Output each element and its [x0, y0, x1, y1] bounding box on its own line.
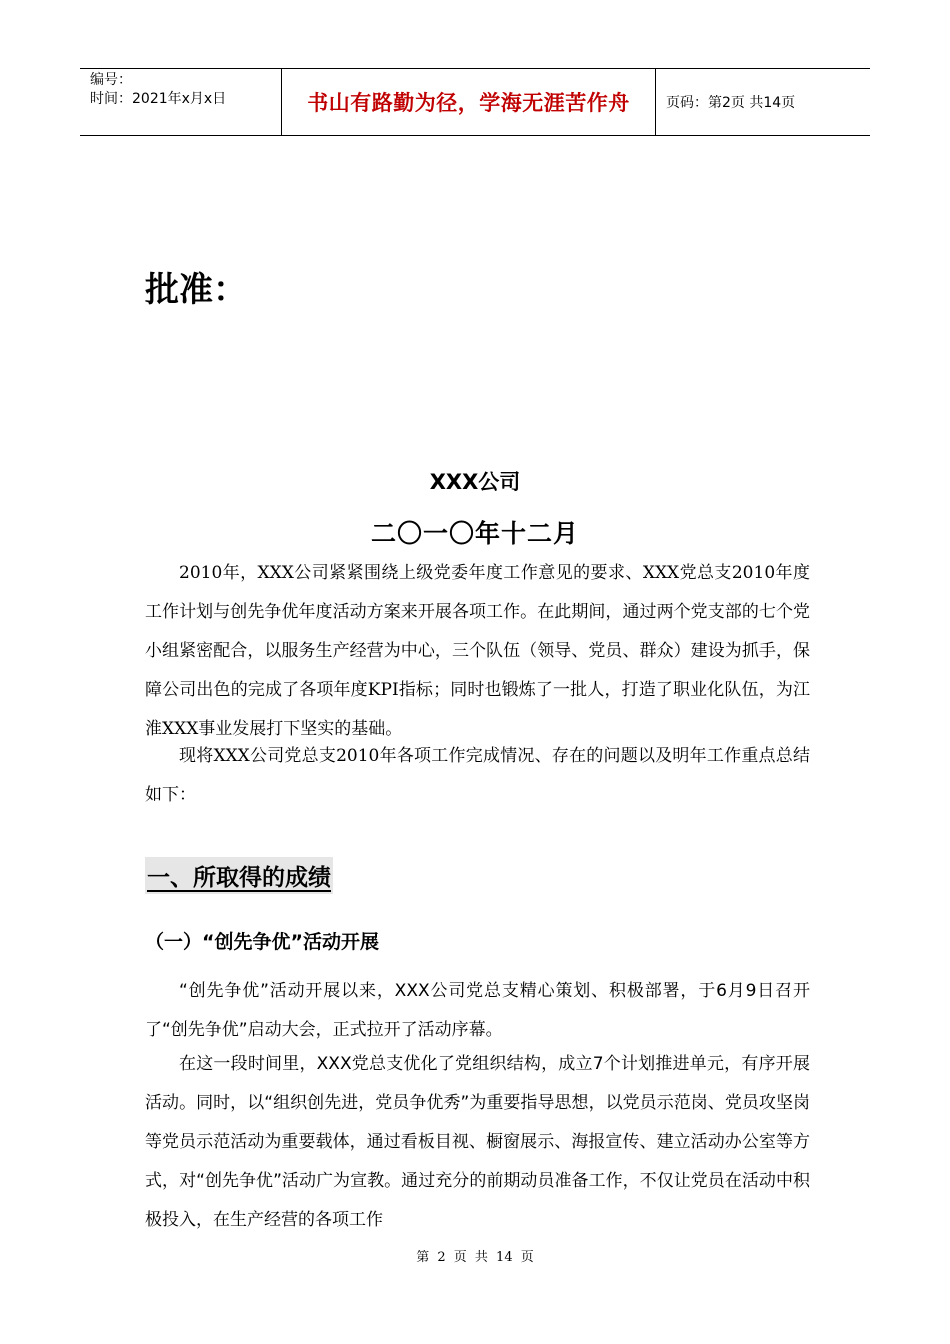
- section-heading: 一、所取得的成绩: [145, 857, 333, 894]
- company-name: XXX公司: [429, 470, 521, 494]
- intro-paragraph: 现将XXX公司党总支2010年各项工作完成情况、存在的问题以及明年工作重点总结如下：: [145, 746, 810, 805]
- approve-label: 批准：: [145, 270, 247, 310]
- body-paragraph: 在这一段时间里，XXX党总支优化了党组织结构，成立7个计划推进单元，有序开展活动。同时，以“组织创先进，党员争优秀”为重要指导思想，以党员示范岗、党员攻坚岗等党员示范活动为重要载体，通过看板目视、橱窗展示、海报宣传、建立活动办公室等方式，对“创先争优”活动广为宣教。通过充分的前期动员准备工作，不仅让党员在活动中积极投入，在生产经营的各项工作: [145, 1054, 810, 1230]
- header-info-cell: [80, 69, 282, 135]
- number-label: 编号：: [90, 72, 132, 88]
- page-footer: 第 2 页 共 14 页: [416, 1250, 534, 1265]
- document-header-table: [80, 68, 870, 136]
- document-date: 二〇一〇年十二月: [370, 519, 579, 548]
- subsection-heading: （一）“创先争优”活动开展: [145, 931, 379, 953]
- intro-paragraph: 2010年，XXX公司紧紧围绕上级党委年度工作意见的要求、XXX党总支2010年度工作计划与创先争优年度活动方案来开展各项工作。在此期间，通过两个党支部的七个党小组紧密配合，以服务生产经营为中心，三个队伍（领导、党员、群众）建设为抓手，保障公司出色的完成了各项年度KPI指标；同时也锻炼了一批人，打造了职业化队伍，为江淮XXX事业发展打下坚实的基础。: [145, 563, 810, 739]
- header-motto: 书山有路勤为径，学海无涯苦作舟: [282, 69, 656, 135]
- time-label: 时间：2021年x月x日: [90, 91, 227, 107]
- header-page-code: 页码：第2页 共14页: [666, 95, 796, 111]
- body-paragraph: “创先争优”活动开展以来，XXX公司党总支精心策划、积极部署，于6月9日召开了“创先争优”启动大会，正式拉开了活动序幕。: [145, 981, 810, 1040]
